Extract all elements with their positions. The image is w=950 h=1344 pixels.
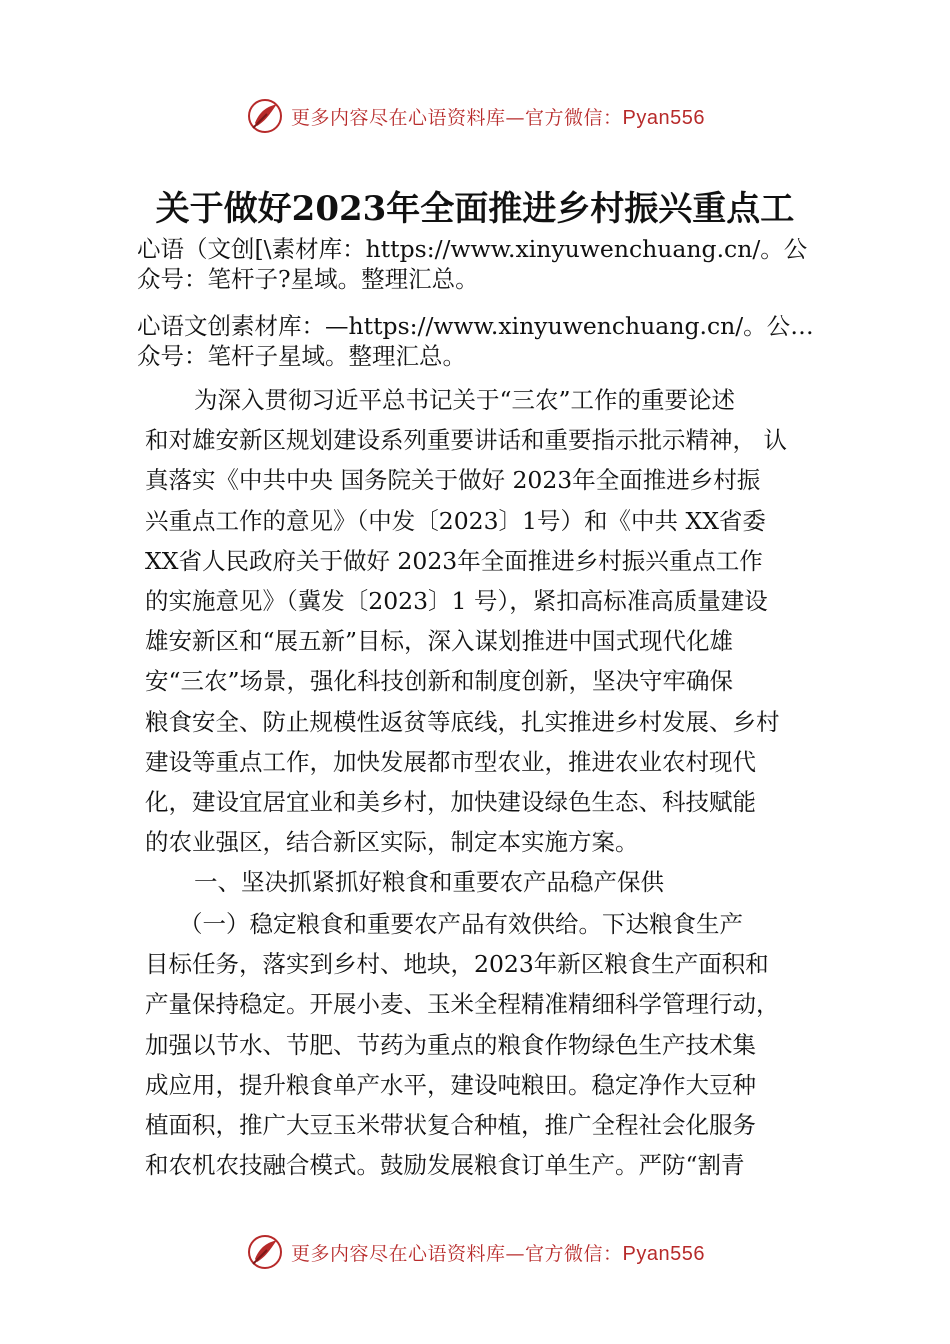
section-heading: 一、坚决抓紧抓好粮食和重要农产品稳产保供	[194, 868, 664, 897]
paragraph-line: XX省人民政府关于做好 2023年全面推进乡村振兴重点工作	[145, 546, 763, 575]
paragraph-supply	[145, 904, 810, 1185]
wechat-handle: Pyan556	[622, 106, 705, 129]
logo-icon	[245, 1232, 285, 1272]
banner-text: 更多内容尽在心语资料库—官方微信：Pyan556	[291, 1242, 705, 1265]
document-title: 关于做好2023年全面推进乡村振兴重点工	[155, 189, 795, 229]
paragraph-line: 目标任务，落实到乡村、地块，2023年新区粮食生产面积和	[145, 950, 769, 979]
paragraph-line: 加强以节水、节肥、节药为重点的粮食作物绿色生产技术集	[145, 1030, 756, 1059]
paragraph-line: 的农业强区，结合新区实际，制定本实施方案。	[145, 828, 639, 857]
logo-icon	[245, 96, 285, 136]
source-note-2	[137, 311, 837, 371]
paragraph-line: 和对雄安新区规划建设系列重要讲话和重要指示批示精神， 认	[145, 426, 787, 455]
paragraph-line: 雄安新区和“展五新”目标，深入谋划推进中国式现代化雄	[145, 627, 734, 656]
paragraph-line: 化，建设宜居宜业和美乡村，加快建设绿色生态、科技赋能	[145, 787, 756, 816]
paragraph-line: 和农机农技融合模式。鼓励发展粮食订单生产。严防“割青	[145, 1151, 745, 1180]
paragraph-line: 建设等重点工作，加快发展都市型农业，推进农业农村现代	[145, 747, 756, 776]
paragraph-line: 的实施意见》（冀发〔2023〕1 号），紧扣高标准高质量建设	[145, 586, 768, 615]
footer-banner	[0, 1230, 950, 1274]
note-line: 心语文创素材库：—https://www.xinyuwenchuang.cn/。公@…	[137, 312, 837, 340]
paragraph-line: （一）稳定粮食和重要农产品有效供给。下达粮食生产	[179, 910, 743, 938]
note-line: 心语（文创[\素材库：https://www.xinyuwenchuang.cn/。公	[137, 235, 808, 263]
paragraph-line: 兴重点工作的意见》（中发〔2023〕1号）和《中共 XX省委	[145, 506, 766, 535]
note-line: 众号：笔杆子星域。整理汇总。	[137, 342, 466, 370]
banner-text: 更多内容尽在心语资料库—官方微信：Pyan556	[291, 106, 705, 129]
paragraph-line: 真落实《中共中央 国务院关于做好 2023年全面推进乡村振	[145, 466, 761, 495]
paragraph-line: 为深入贯彻习近平总书记关于“三农”工作的重要论述	[194, 386, 736, 414]
header-banner	[0, 94, 950, 138]
paragraph-line: 成应用，提升粮食单产水平，建设吨粮田。稳定净作大豆种	[145, 1070, 756, 1099]
paragraph-line: 产量保持稳定。开展小麦、玉米全程精准精细科学管理行动，	[145, 990, 780, 1019]
paragraph-line: 粮食安全、防止规模性返贫等底线，扎实推进乡村发展、乡村	[145, 707, 780, 736]
wechat-handle: Pyan556	[622, 1242, 705, 1265]
paragraph-line: 安“三农”场景，强化科技创新和制度创新，坚决守牢确保	[145, 667, 734, 696]
paragraph-line: 植面积，推广大豆玉米带状复合种植，推广全程社会化服务	[145, 1110, 756, 1139]
paragraph-intro	[145, 380, 810, 902]
source-note-1	[137, 234, 837, 294]
note-line: 众号：笔杆子?星域。整理汇总。	[137, 265, 479, 293]
